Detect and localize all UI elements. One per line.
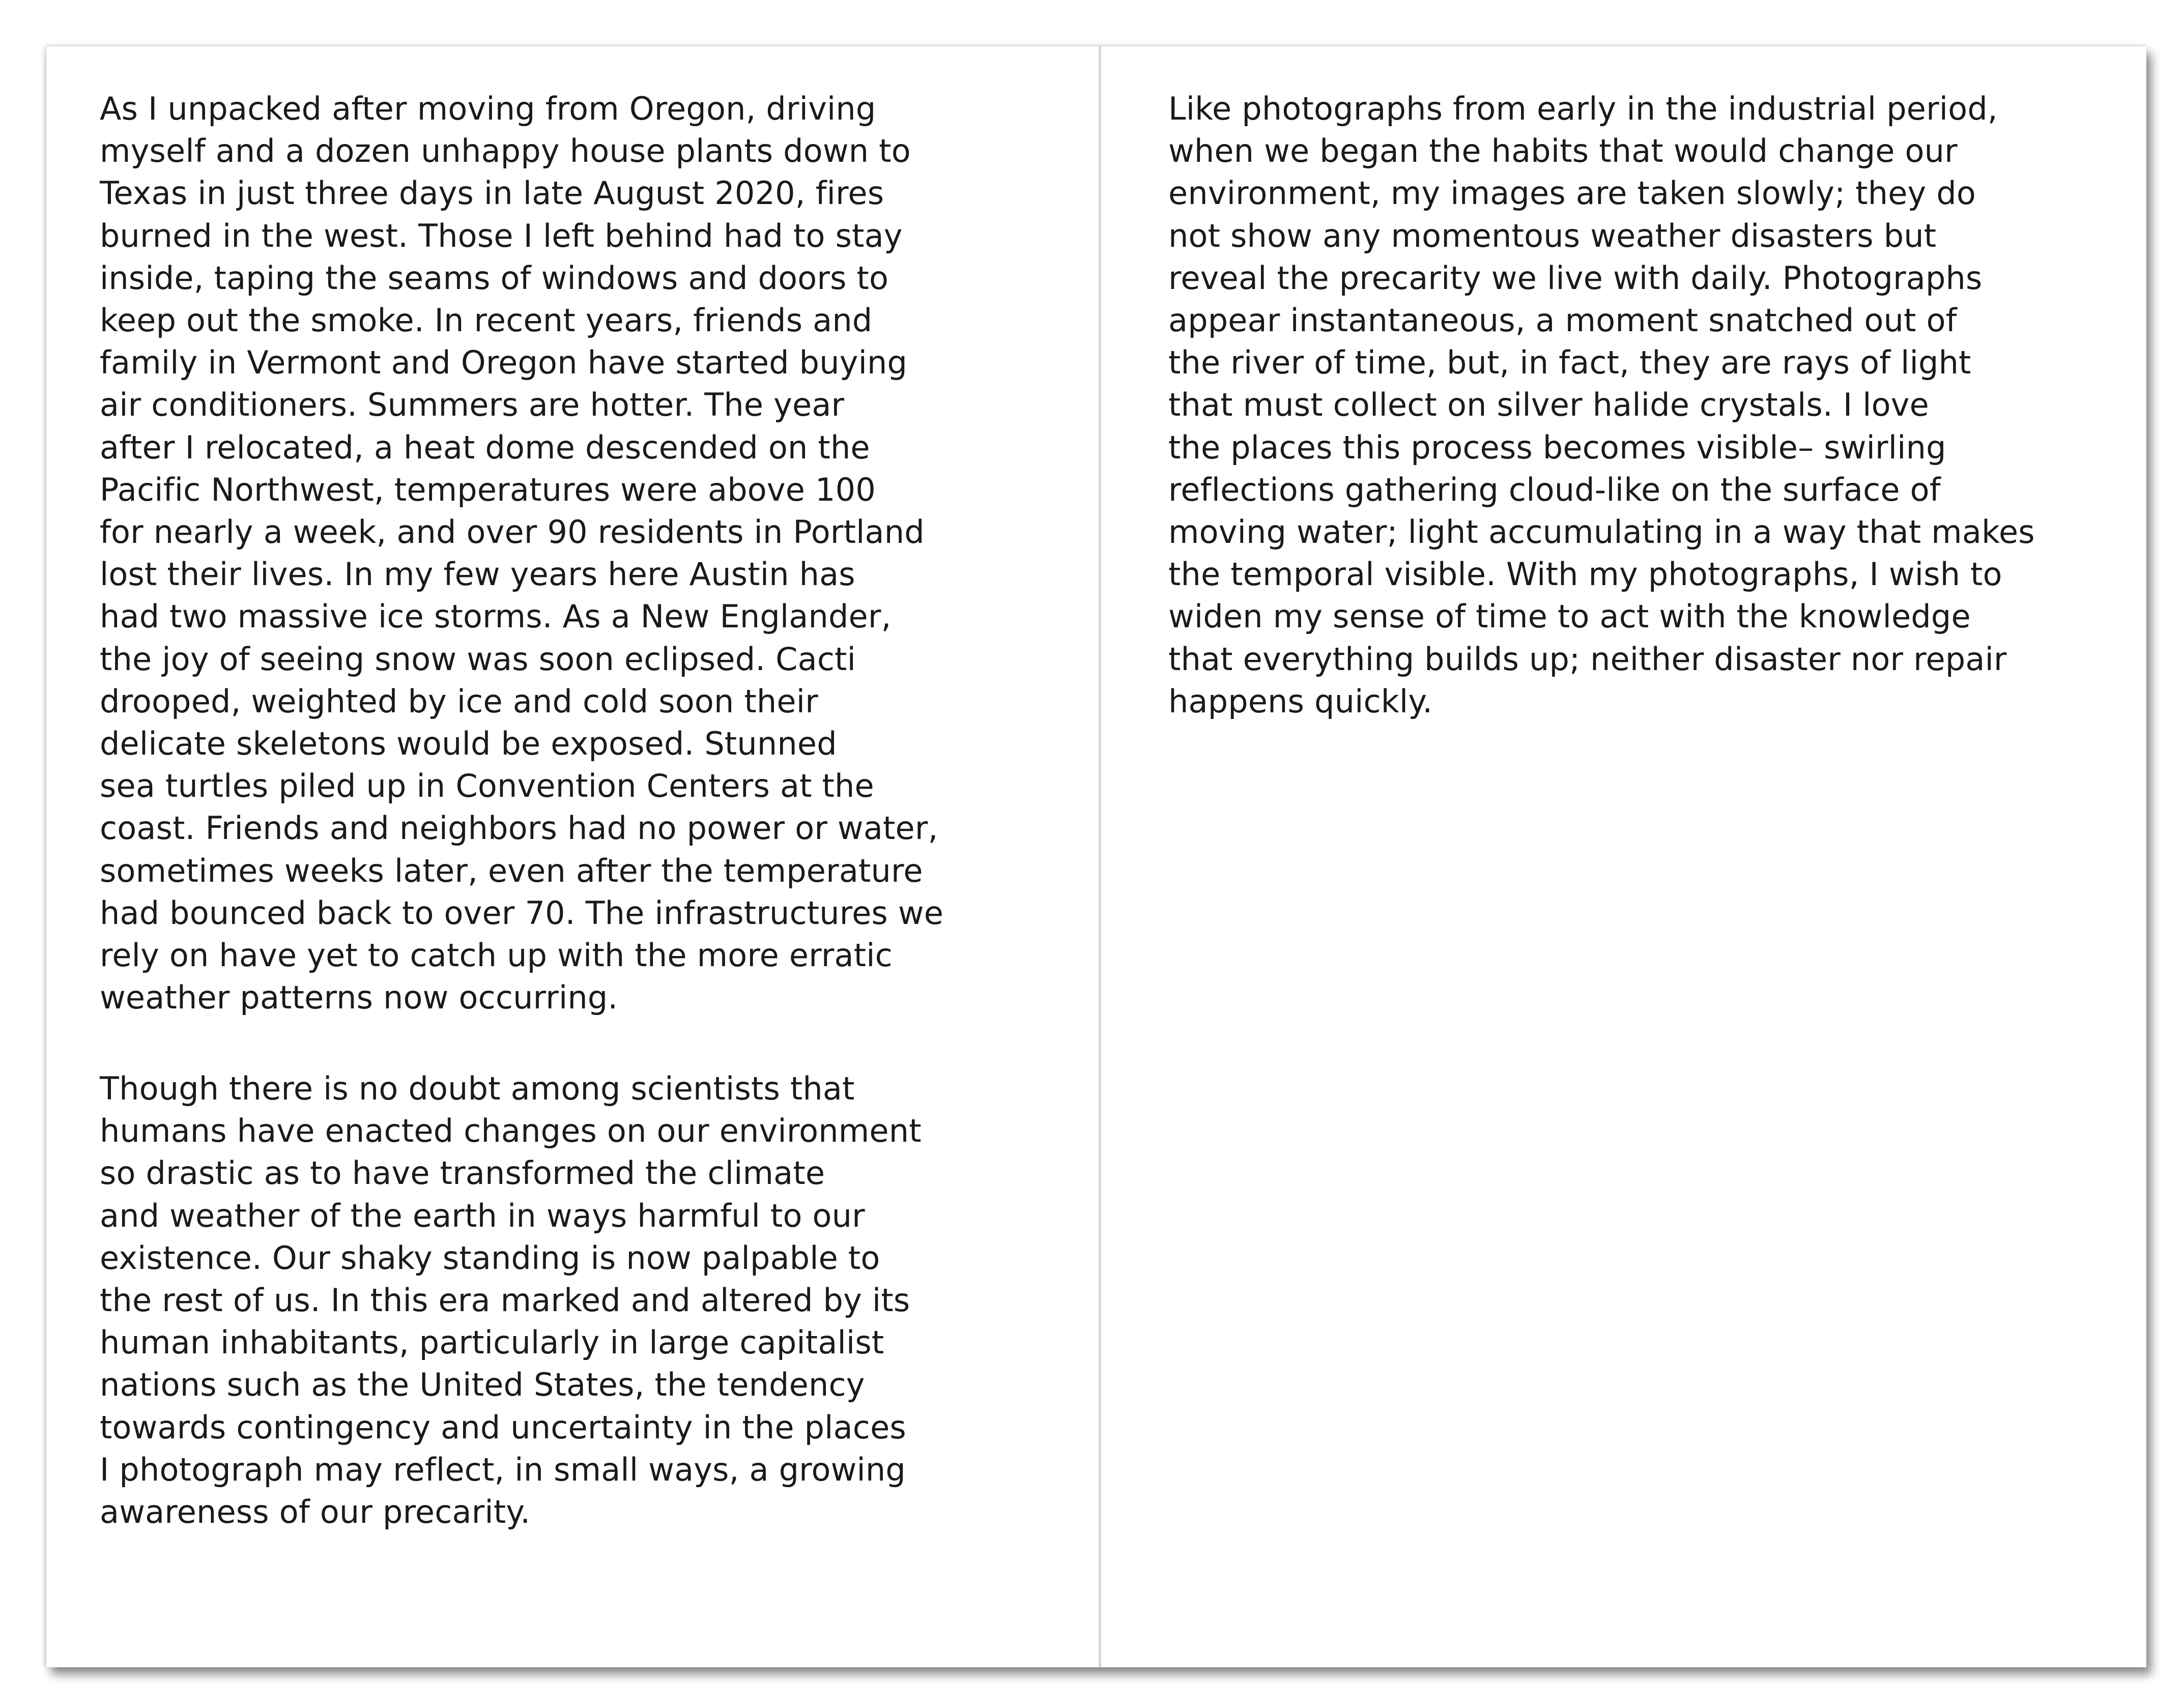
text-line: when we began the habits that would change our	[1168, 132, 1958, 170]
text-line: widen my sense of time to act with the knowledge	[1168, 598, 1971, 635]
text-line: for nearly a week, and over 90 residents in Portland	[100, 513, 925, 551]
text-line: drooped, weighted by ice and cold soon their	[100, 682, 818, 720]
text-line: happens quickly.	[1168, 682, 1433, 720]
text-line: sea turtles piled up in Convention Centers at the	[100, 767, 874, 805]
text-line: delicate skeletons would be exposed. Stunned	[100, 725, 837, 763]
text-line: the temporal visible. With my photographs, I wish to	[1168, 556, 2002, 593]
text-line: awareness of our precarity.	[100, 1493, 531, 1531]
text-line: the places this process becomes visible– swirling	[1168, 428, 1946, 466]
text-line: rely on have yet to catch up with the more erratic	[100, 937, 893, 974]
text-line: had bounced back to over 70. The infrastructures we	[100, 894, 944, 932]
left-page-paragraph-1	[100, 88, 943, 1019]
text-line: I photograph may reflect, in small ways, a growing	[100, 1451, 906, 1488]
text-line: Though there is no doubt among scientists that	[100, 1070, 855, 1107]
text-line: reflections gathering cloud-like on the surface of	[1168, 471, 1941, 508]
text-line: Pacific Northwest, temperatures were above 100	[100, 471, 876, 508]
text-line: burned in the west. Those I left behind had to stay	[100, 217, 903, 254]
text-line: appear instantaneous, a moment snatched out of	[1168, 302, 1957, 339]
text-line: moving water; light accumulating in a way that makes	[1168, 513, 2035, 551]
text-line: not show any momentous weather disasters but	[1168, 217, 1937, 254]
text-line: that everything builds up; neither disaster nor repair	[1168, 640, 2007, 678]
text-line: so drastic as to have transformed the climate	[100, 1154, 825, 1192]
text-line: human inhabitants, particularly in large capitalist	[100, 1324, 884, 1362]
text-line: reveal the precarity we live with daily. Photographs	[1168, 259, 1983, 297]
text-line: Texas in just three days in late August 2020, fires	[100, 175, 884, 212]
text-line: air conditioners. Summers are hotter. The year	[100, 386, 845, 424]
text-line: that must collect on silver halide crystals. I love	[1168, 386, 1930, 424]
text-line: humans have enacted changes on our environment	[100, 1112, 922, 1150]
text-line: the rest of us. In this era marked and altered by its	[100, 1282, 910, 1319]
text-line: after I relocated, a heat dome descended on the	[100, 428, 870, 466]
text-line: family in Vermont and Oregon have started buying	[100, 344, 908, 382]
text-line: inside, taping the seams of windows and doors to	[100, 259, 889, 297]
text-line: and weather of the earth in ways harmful to our	[100, 1197, 865, 1234]
text-line: coast. Friends and neighbors had no power or water,	[100, 809, 938, 847]
text-line: nations such as the United States, the tendency	[100, 1366, 865, 1404]
text-line: weather patterns now occurring.	[100, 979, 618, 1017]
text-line: existence. Our shaky standing is now palpable to	[100, 1239, 880, 1277]
text-line: environment, my images are taken slowly; they do	[1168, 175, 1976, 212]
text-line: sometimes weeks later, even after the temperature	[100, 852, 923, 889]
text-line: the joy of seeing snow was soon eclipsed. Cacti	[100, 640, 856, 678]
text-line: myself and a dozen unhappy house plants down to	[100, 132, 911, 170]
text-line: lost their lives. In my few years here Austin has	[100, 556, 855, 593]
left-page-paragraph-2	[100, 1067, 922, 1533]
right-page-paragraph-1	[1168, 88, 2035, 722]
text-line: Like photographs from early in the industrial period,	[1168, 90, 1998, 127]
text-line: towards contingency and uncertainty in the places	[100, 1408, 906, 1446]
text-line: the river of time, but, in fact, they are rays of light	[1168, 344, 1971, 382]
text-line: keep out the smoke. In recent years, friends and	[100, 302, 873, 339]
text-line: As I unpacked after moving from Oregon, driving	[100, 90, 876, 127]
text-line: had two massive ice storms. As a New Englander,	[100, 598, 892, 635]
